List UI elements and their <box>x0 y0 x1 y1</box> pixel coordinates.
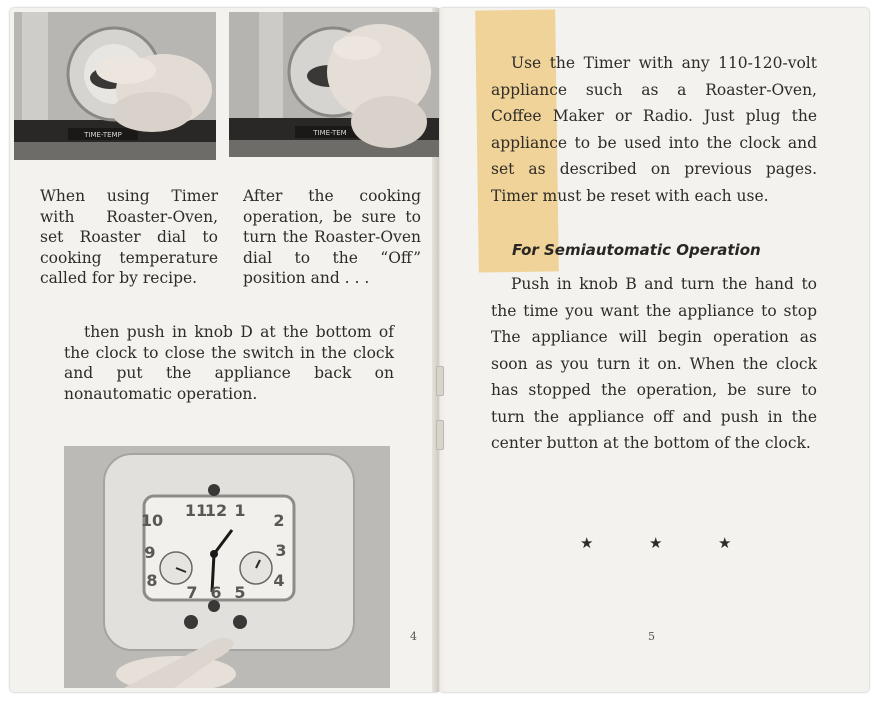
staple-top <box>436 366 444 396</box>
caption-set-dial: When using Timer with Roaster-Oven, set Roaster dial to cooking temperature called for by recipe. <box>40 187 218 287</box>
page-number-right: 5 <box>648 630 655 643</box>
photo-roaster-dial-set <box>14 12 216 160</box>
star-ornament: ★ <box>718 534 732 552</box>
page-number-left: 4 <box>410 630 417 643</box>
clock-numeral: 12 <box>204 501 228 520</box>
caption-turn-off: After the cooking operation, be sure to turn the Roaster-Oven dial to the “Off” position and . . . <box>243 187 421 287</box>
clock-numeral: 5 <box>234 583 246 602</box>
clock-numeral: 1 <box>234 501 246 520</box>
photo-label: TIME-TEM <box>313 129 347 137</box>
photo-label: TIME-TEMP <box>84 131 122 139</box>
semiautomatic-text: Push in knob B and turn the hand to the time you want the appliance to stop The appliance will begin operation as soon as you turn it on. When the clock has stopped the operation, be sure to turn the appliance off and push in the center button at the bottom of the clock. <box>491 275 817 452</box>
photo-roaster-dial-off <box>229 12 439 157</box>
clock-numeral: 8 <box>146 571 158 590</box>
star-ornament: ★ <box>649 534 663 552</box>
clock-numeral: 4 <box>273 571 285 590</box>
intro-text: Use the Timer with any 110-120-volt appliance such as a Roaster-Oven, Coffee Maker or Radio. Just plug the appliance to be used into the clock and set as described on previous pages. Timer must be reset with each use. <box>491 54 817 205</box>
clock-numeral: 10 <box>140 511 164 530</box>
clock-numeral: 9 <box>144 543 156 562</box>
star-ornament: ★ <box>580 534 594 552</box>
clock-numeral: 3 <box>275 541 287 560</box>
clock-numeral: 6 <box>210 583 222 602</box>
continuation-text: then push in knob D at the bottom of the clock to close the switch in the clock and put the appliance back on nonautomatic operation. <box>64 323 394 403</box>
clock-numeral: 7 <box>186 583 198 602</box>
section-heading: For Semiautomatic Operation <box>512 241 761 259</box>
photo-clock-knob <box>64 446 390 688</box>
clock-numeral: 2 <box>273 511 285 530</box>
staple-bottom <box>436 420 444 450</box>
clock-numeral: 11 <box>184 501 208 520</box>
